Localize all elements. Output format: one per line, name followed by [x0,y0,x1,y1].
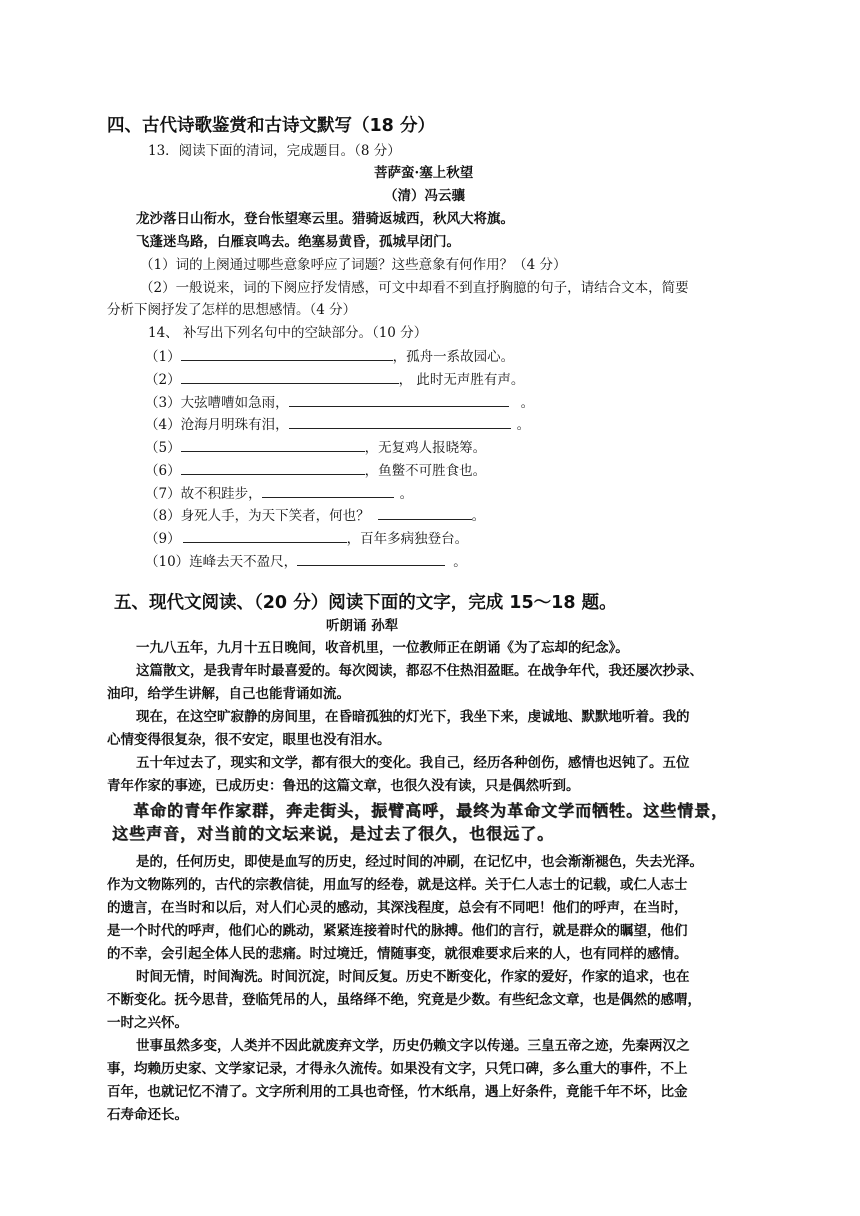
fill-after: ，鱼鳖不可胜食也。 [364,463,487,479]
answer-blank[interactable] [183,528,347,543]
article-line: 百年，也就记忆不清了。文字所利用的工具也奇怪，竹木纸帛，遇上好条件，竟能千年不坏，比金 [107,1084,688,1100]
fill-before: 大弦嘈嘈如急雨， [180,395,289,411]
fill-after: 。 [453,554,467,570]
fill-item-8 [145,505,485,526]
fill-before: 故不积跬步， [180,486,262,502]
fill-before: 沧海月明珠有泪， [180,417,289,433]
fill-after: 。 [516,417,531,433]
article-line: 的遗言，在当时和以后，对人们心灵的感动，其深浅程度，总会有不同吧！他们的呼声，在当时， [107,900,688,916]
poem-title: 菩萨蛮·塞上秋望 [374,165,474,181]
answer-blank[interactable] [181,437,365,452]
answer-blank[interactable] [181,460,365,475]
fill-item-2 [145,369,524,390]
article-line: 石寿命还长。 [107,1107,188,1123]
fill-item-3 [145,392,534,413]
question-14: 14、 补写出下列名句中的空缺部分。（10 分） [148,325,428,341]
fill-item-7 [145,483,413,504]
article-line: 事，均赖历史家、文学家记录，才得永久流传。如果没有文字，只凭口碑，多么重大的事件，不上 [107,1061,688,1077]
article-line: 时间无情，时间淘洗。时间沉淀，时间反复。历史不断变化，作家的爱好，作家的追求，也在 [136,969,690,985]
article-line: 这篇散文，是我青年时最喜爱的。每次阅读，都忍不住热泪盈眶。在战争年代，我还屡次抄录、 [136,663,703,679]
fill-number: （10） [145,554,190,570]
fill-item-9 [145,528,468,549]
answer-blank[interactable] [181,346,393,361]
section-4-heading: 四、古代诗歌鉴赏和古诗文默写（18 分） [107,116,435,136]
article-line: 心情变得很复杂，很不安定，眼里也没有泪水。 [107,732,391,748]
fill-number: （4） [145,417,181,433]
poem-author: （清）冯云骧 [384,188,465,204]
article-line: 的不幸，会引起全体人民的悲痛。时过境迁，情随事变，就很难要求后来的人，也有同样的感情。 [107,946,688,962]
question-13-1: （1）词的上阕通过哪些意象呼应了词题？这些意象有何作用？（4 分） [140,257,567,273]
fill-after: ，无复鸡人报晓筹。 [364,440,487,456]
fill-after: ， 此时无声胜有声。 [398,372,525,388]
article-title: 听朗诵 孙犁 [326,618,399,634]
article-line: 五十年过去了，现实和文学，都有很大的变化。我自己，经历各种创伤，感情也迟钝了。五位 [136,755,690,771]
article-scanned-line: 这些声音，对当前的文坛来说，是过去了很久，也很远了。 [112,824,555,843]
fill-number: （5） [145,440,181,456]
fill-number: （9） [145,531,181,547]
answer-blank[interactable] [181,369,399,384]
fill-after: ，百年多病独登台。 [346,531,469,547]
question-13-2-line-1: （2）一般说来，词的下阕应抒发情感，可文中却看不到直抒胸臆的句子，请结合文本，简要 [140,280,689,296]
fill-item-6 [145,460,486,481]
question-13: 13．阅读下面的清词，完成题目。（8 分） [148,143,401,159]
fill-after: 。 [471,508,486,524]
answer-blank[interactable] [289,414,511,429]
fill-after: 。 [520,395,535,411]
article-line: 青年作家的事迹，已成历史：鲁迅的这篇文章，也很久没有读，只是偶然听到。 [107,778,580,794]
poem-line-1: 龙沙落日山衔水，登台怅望寒云里。猎骑返城西，秋风大将旗。 [136,211,514,227]
fill-item-5 [145,437,486,458]
article-line: 一九八五年，九月十五日晚间，收音机里，一位教师正在朗诵《为了忘却的纪念》。 [136,640,629,656]
section-5-heading: 五、现代文阅读、（20 分）阅读下面的文字，完成 15～18 题。 [114,593,617,613]
fill-item-4 [145,414,530,435]
article-line: 不断变化。抚今思昔，登临凭吊的人，虽络绎不绝，究竟是少数。有些纪念文章，也是偶然的感喟， [107,992,701,1008]
answer-blank[interactable] [262,483,394,498]
article-line: 现在，在这空旷寂静的房间里，在昏暗孤独的灯光下，我坐下来，虔诚地、默默地听着。我的 [136,709,690,725]
article-line: 是的，任何历史，即使是血写的历史，经过时间的冲刷，在记忆中，也会渐渐褪色，失去光泽。 [136,854,703,870]
question-13-2-line-2: 分析下阕抒发了怎样的思想感情。（4 分） [107,302,357,318]
article-line: 一时之兴怀。 [107,1015,188,1031]
fill-before: 身死人手，为天下笑者，何也？ [180,508,370,524]
fill-number: （2） [145,372,181,388]
answer-blank[interactable] [378,505,472,520]
article-line: 作为文物陈列的，古代的宗教信徒，用血写的经卷，就是这样。关于仁人志士的记载，或仁人志士 [107,877,688,893]
article-line: 世事虽然多变，人类并不因此就废弃文学，历史仍赖文字以传递。三皇五帝之迹，先秦两汉之 [136,1038,690,1054]
fill-item-1 [145,346,514,367]
poem-line-2: 飞蓬迷鸟路，白雁哀鸣去。绝塞易黄昏，孤城早闭门。 [136,234,460,250]
fill-number: （7） [145,486,181,502]
answer-blank[interactable] [297,551,445,566]
answer-blank[interactable] [289,392,509,407]
article-line: 是一个时代的呼声，他们心的跳动，紧紧连接着时代的脉搏。他们的言行，就是群众的瞩望，他们 [107,923,688,939]
article-scanned-line: 革命的青年作家群，奔走街头，振臂高呼，最终为革命文学而牺牲。这些情景， [133,801,729,820]
fill-item-10 [145,551,467,572]
fill-number: （8） [145,508,181,524]
fill-number: （3） [145,395,181,411]
fill-number: （6） [145,463,181,479]
fill-after: ，孤舟一系故园心。 [392,349,515,365]
fill-before: 连峰去天不盈尺， [189,554,298,570]
article-line: 油印，给学生讲解，自己也能背诵如流。 [107,686,350,702]
fill-after: 。 [399,486,414,502]
fill-number: （1） [145,349,181,365]
